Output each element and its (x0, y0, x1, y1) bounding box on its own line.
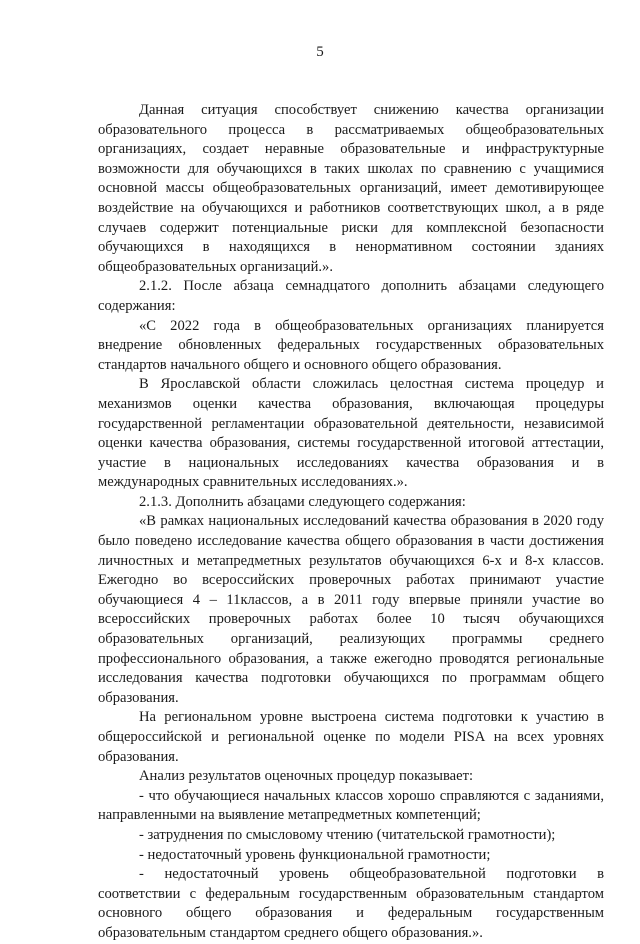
paragraph: Анализ результатов оценочных процедур показывает: (139, 768, 474, 785)
list-item: - недостаточный уровень общеобразовательной подготовки в соответствии с федеральным государственным образовательным стандартом основного общего образования и федеральным государственным образовательным стандартом среднего общего образования.». (98, 866, 604, 941)
paragraph: 2.1.3. Дополнить абзацами следующего содержания: (139, 493, 466, 510)
paragraph: «В рамках национальных исследований качества образования в 2020 году было поведено исследование качества общего образования в части достижения личностных и метапредметных результатов обучающихся 6-х и 8-х классов. Ежегодно во всероссийских проверочных работах принимают участие обучающиеся 4 – 11классов, а в 2011 году впервые приняли участие во всероссийских проверочных работах более 10 тысяч обучающихся образовательных организаций, реализующих программы среднего профессионального образования, а также ежегодно проводятся региональные исследования качества подготовки обучающихся по программам общего образования. (98, 513, 604, 706)
paragraph: На региональном уровне выстроена система подготовки к участию в общероссийской и региональной оценке по модели PISA на всех уровнях образования. (98, 709, 604, 765)
paragraph: 2.1.2. После абзаца семнадцатого дополнить абзацами следующего содержания: (98, 278, 604, 314)
document-body (98, 101, 604, 944)
paragraph: «С 2022 года в общеобразовательных организациях планируется внедрение обновленных федеральных государственных образовательных стандартов начального общего и основного общего образования. (98, 317, 604, 373)
page-number: 5 (316, 44, 324, 60)
paragraph: В Ярославской области сложилась целостная система процедур и механизмов оценки качества образования, включающая процедуры государственной регламентации образовательной деятельности, независимой оценки качества образования, системы государственной итоговой аттестации, участие в национальных исследованиях качества образования и в международных сравнительных исследованиях.». (98, 376, 604, 491)
list-item: - затруднения по смысловому чтению (читательской грамотности); (139, 826, 556, 843)
list-item: - что обучающиеся начальных классов хорошо справляются с заданиями, направленными на выявление метапредметных компетенций; (98, 787, 604, 824)
list-item: - недостаточный уровень функциональной грамотности; (139, 846, 491, 863)
paragraph: Данная ситуация способствует снижению качества организации образовательного процесса в рассматриваемых общеобразовательных организациях, создает неравные образовательные и инфраструктурные возможности для обучающихся в таких школах по сравнению с учащимися основной массы общеобразовательных организаций, имеет демотивирующее воздействие на обучающихся и работников соответствующих школ, а в ряде случаев содержит потенциальные риски для комплексной безопасности обучающихся в находящихся в ненормативном состоянии зданиях общеобразовательных организаций.». (98, 102, 604, 275)
